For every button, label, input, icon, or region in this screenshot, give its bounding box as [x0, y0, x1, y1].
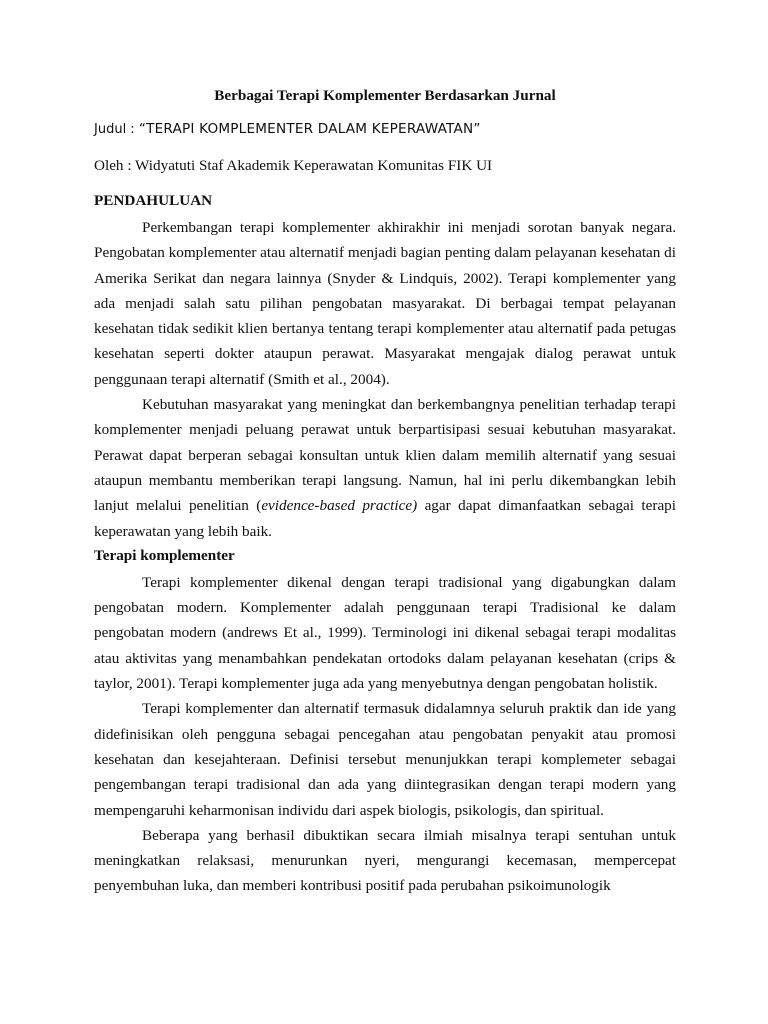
document-page [94, 86, 676, 899]
paragraph: Terapi komplementer dan alternatif termasuk didalamnya seluruh praktik dan ide yang didefinisikan oleh pengguna sebagai pencegahan atau pengobatan penyakit atau promosi kesehatan dan kesejahteraan. Definisi tersebut menunjukkan terapi komplemeter sebagai pengembangan terapi tradisional dan ada yang diintegrasikan dengan terapi modern yang mempengaruhi keharmonisan individu dari aspek biologis, psikologis, dan spiritual. [94, 700, 676, 819]
paragraph: Beberapa yang berhasil dibuktikan secara ilmiah misalnya terapi sentuhan untuk meningkatkan relaksasi, menurunkan nyeri, mengurangi kecemasan, mempercepat penyembuhan luka, dan memberi kontribusi positif pada perubahan psikoimunologik [94, 826, 676, 895]
judul-text: “TERAPI KOMPLEMENTER DALAM KEPERAWATAN” [138, 121, 481, 137]
document-title: Berbagai Terapi Komplementer Berdasarkan Jurnal [214, 87, 556, 104]
paragraph: Perkembangan terapi komplementer akhirakhir ini menjadi sorotan banyak negara. Pengobatan komplementer atau alternatif menjadi bagian penting dalam pelayanan kesehatan di Amerika Serikat dan negara lainnya (Snyder & Lindquis, 2002). Terapi komplementer yang ada menjadi salah satu pilihan pengobatan masyarakat. Di berbagai tempat pelayanan kesehatan tidak sedikit klien bertanya tentang terapi komplementer atau alternatif pada petugas kesehatan seperti dokter ataupun perawat. Masyarakat mengajak dialog perawat untuk penggunaan terapi alternatif (Smith et al., 2004). [94, 219, 676, 388]
author-line: Oleh : Widyatuti Staf Akademik Keperawatan Komunitas FIK UI [94, 157, 493, 174]
paragraph: Terapi komplementer dikenal dengan terapi tradisional yang digabungkan dalam pengobatan modern. Komplementer adalah penggunaan terapi Tradisional ke dalam pengobatan modern (andrews Et al., 1999). Terminologi ini dikenal sebagai terapi modalitas atau aktivitas yang menambahkan pendekatan ortodoks dalam pelayanan kesehatan (crips & taylor, 2001). Terapi komplementer juga ada yang menyebutnya dengan pengobatan holistik. [94, 573, 676, 693]
paragraph-text: agar dapat dimanfaatkan sebagai terapi keperawatan yang lebih baik. [94, 497, 676, 540]
section-heading-pendahuluan: PENDAHULUAN [94, 192, 213, 209]
paragraph-italic-text: evidence-based practice) [261, 497, 418, 515]
paragraph [94, 392, 676, 544]
judul-label: Judul : [94, 122, 139, 137]
paragraph-text: Kebutuhan masyarakat yang meningkat dan berkembangnya penelitian terhadap terapi komplementer menjadi peluang perawat untuk berpartisipasi sesuai kebutuhan masyarakat. Perawat dapat berperan sebagai konsultan untuk klien dalam memilih alternatif yang sesuai ataupun membantu memberikan terapi langsung. Namun, hal ini perlu dikembangkan lebih lanjut melalui penelitian ( [94, 396, 676, 515]
judul-line [94, 119, 676, 140]
section-heading-terapi-komplementer: Terapi komplementer [94, 546, 235, 564]
